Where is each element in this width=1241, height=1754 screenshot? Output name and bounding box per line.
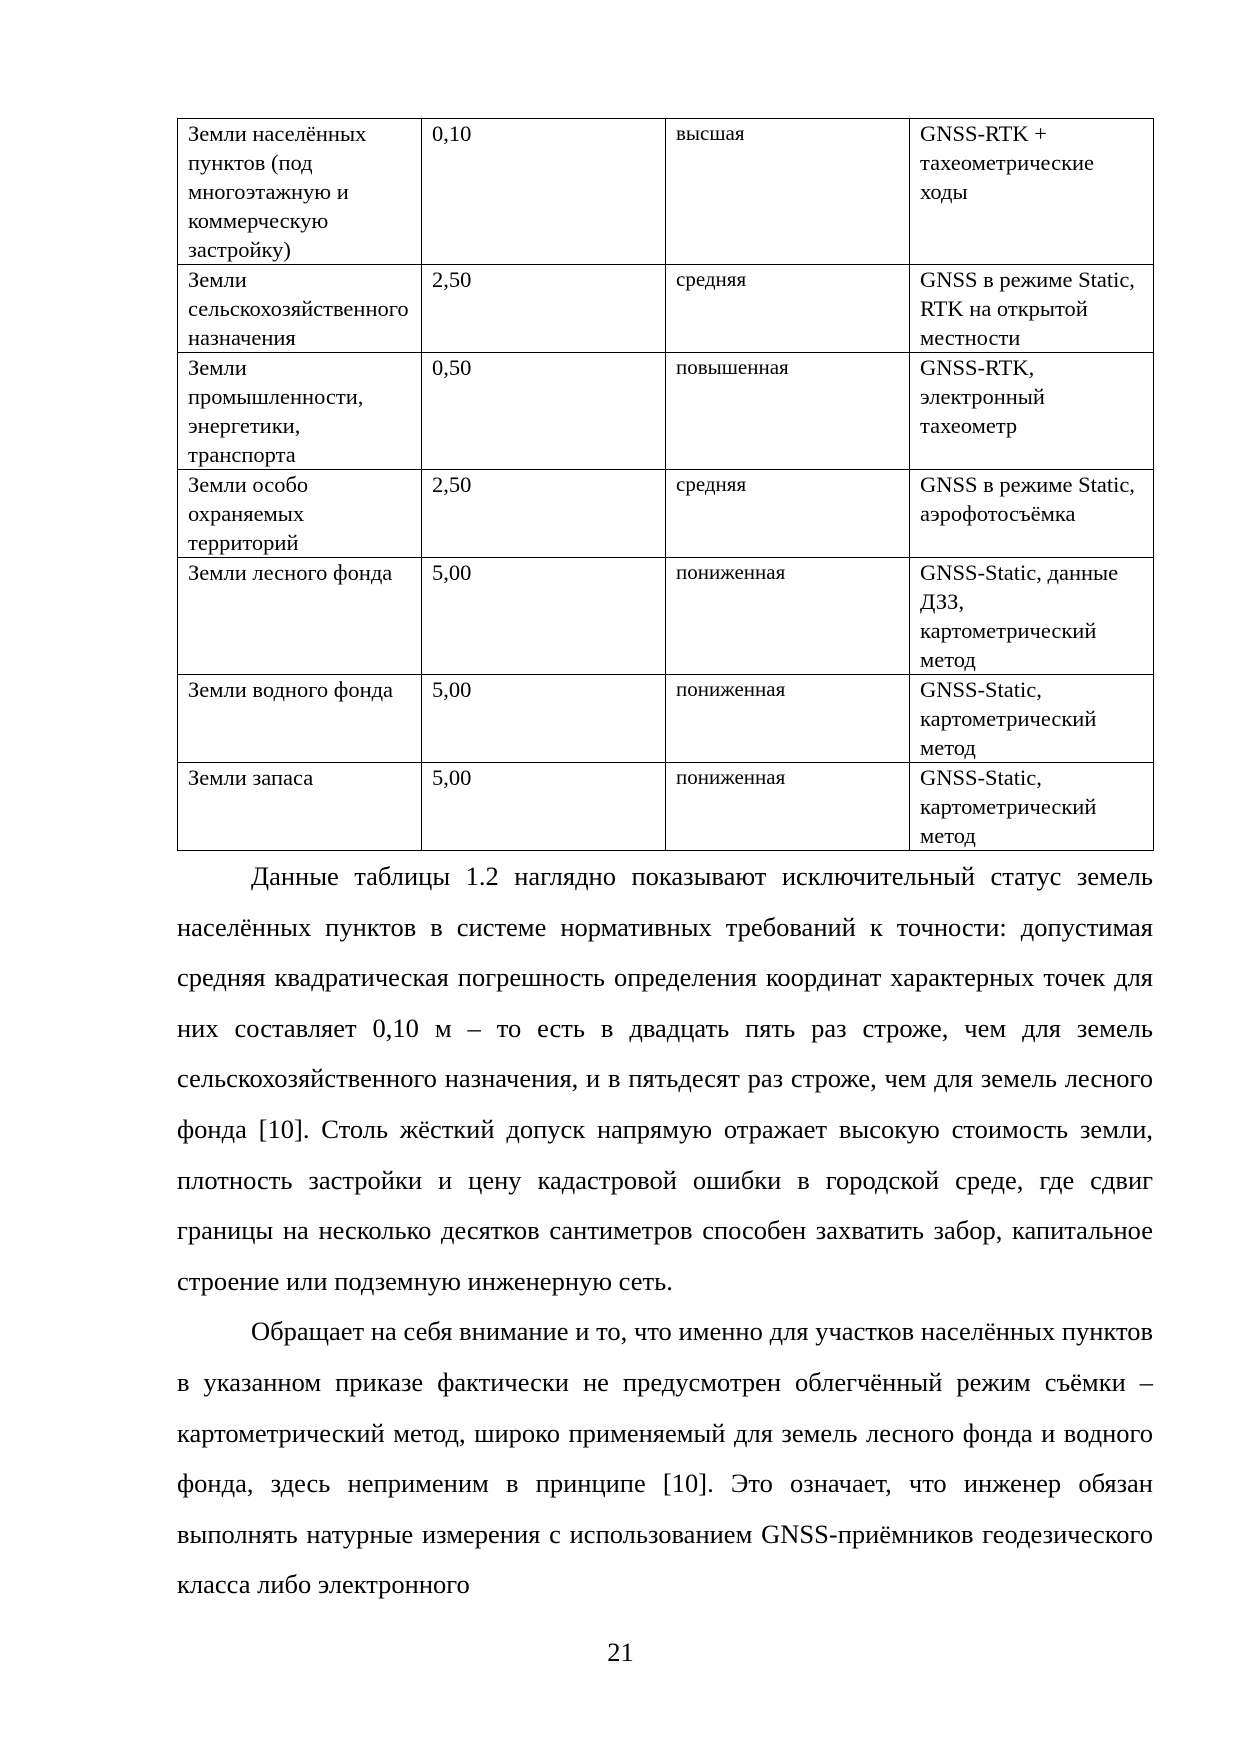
table-cell-accuracy-level: средняя	[666, 470, 910, 558]
table-cell-accuracy-level: повышенная	[666, 353, 910, 470]
table-cell-accuracy-level: пониженная	[666, 763, 910, 851]
table-cell-error-value: 5,00	[422, 763, 666, 851]
table-cell-land-category: Земли запаса	[178, 763, 422, 851]
table-cell-land-category: Земли водного фонда	[178, 675, 422, 763]
body-paragraph: Данные таблицы 1.2 наглядно показывают исключительный статус земель населённых пунктов в системе нормативных требований к точности: допустимая средняя квадратическая погрешность определения координат характерных точек для них составляет 0,10 м – то есть в двадцать пять раз строже, чем для земель сельскохозяйственного назначения, и в пятьдесят раз строже, чем для земель лесного фонда [10]. Столь жёсткий допуск напрямую отражает высокую стоимость земли, плотность застройки и цену кадастровой ошибки в городской среде, где сдвиг границы на несколько десятков сантиметров способен захватить забор, капитальное строение или подземную инженерную сеть.	[177, 861, 1153, 1296]
table-row	[178, 265, 1154, 353]
table-cell-error-value: 0,10	[422, 119, 666, 265]
table-cell-land-category: Земли особо охраняемых территорий	[178, 470, 422, 558]
table-cell-method: GNSS-Static, картометрический метод	[910, 763, 1154, 851]
table-cell-land-category: Земли лесного фонда	[178, 558, 422, 675]
body-paragraph: Обращает на себя внимание и то, что именно для участков населённых пунктов в указанном приказе фактически не предусмотрен облегчённый режим съёмки – картометрический метод, широко применяемый для земель лесного фонда и водного фонда, здесь неприменим в принципе [10]. Это означает, что инженер обязан выполнять натурные измерения с использованием GNSS-приёмников геодезического класса либо электронного	[177, 1316, 1153, 1600]
table-cell-accuracy-level: пониженная	[666, 675, 910, 763]
table-cell-error-value: 5,00	[422, 675, 666, 763]
table-cell-accuracy-level: пониженная	[666, 558, 910, 675]
table-row	[178, 470, 1154, 558]
accuracy-table	[177, 118, 1154, 851]
table-cell-land-category: Земли населённых пунктов (под многоэтажную и коммерческую застройку)	[178, 119, 422, 265]
page-number: 21	[607, 1637, 634, 1667]
table-row	[178, 675, 1154, 763]
table-cell-error-value: 0,50	[422, 353, 666, 470]
table-cell-error-value: 2,50	[422, 265, 666, 353]
document-page	[177, 118, 1153, 1610]
table-cell-error-value: 2,50	[422, 470, 666, 558]
table-cell-method: GNSS-Static, данные ДЗЗ, картометрический метод	[910, 558, 1154, 675]
table-row	[178, 763, 1154, 851]
table-row	[178, 353, 1154, 470]
table-cell-method: GNSS-Static, картометрический метод	[910, 675, 1154, 763]
table-cell-land-category: Земли промышленности, энергетики, транспорта	[178, 353, 422, 470]
table-cell-method: GNSS-RTK + тахеометрические ходы	[910, 119, 1154, 265]
table-cell-accuracy-level: средняя	[666, 265, 910, 353]
table-cell-error-value: 5,00	[422, 558, 666, 675]
table-cell-land-category: Земли сельскохозяйственного назначения	[178, 265, 422, 353]
table-row	[178, 119, 1154, 265]
table-cell-method: GNSS-RTK, электронный тахеометр	[910, 353, 1154, 470]
table-cell-method: GNSS в режиме Static, RTK на открытой местности	[910, 265, 1154, 353]
table-cell-accuracy-level: высшая	[666, 119, 910, 265]
table-cell-method: GNSS в режиме Static, аэрофотосъёмка	[910, 470, 1154, 558]
table-row	[178, 558, 1154, 675]
